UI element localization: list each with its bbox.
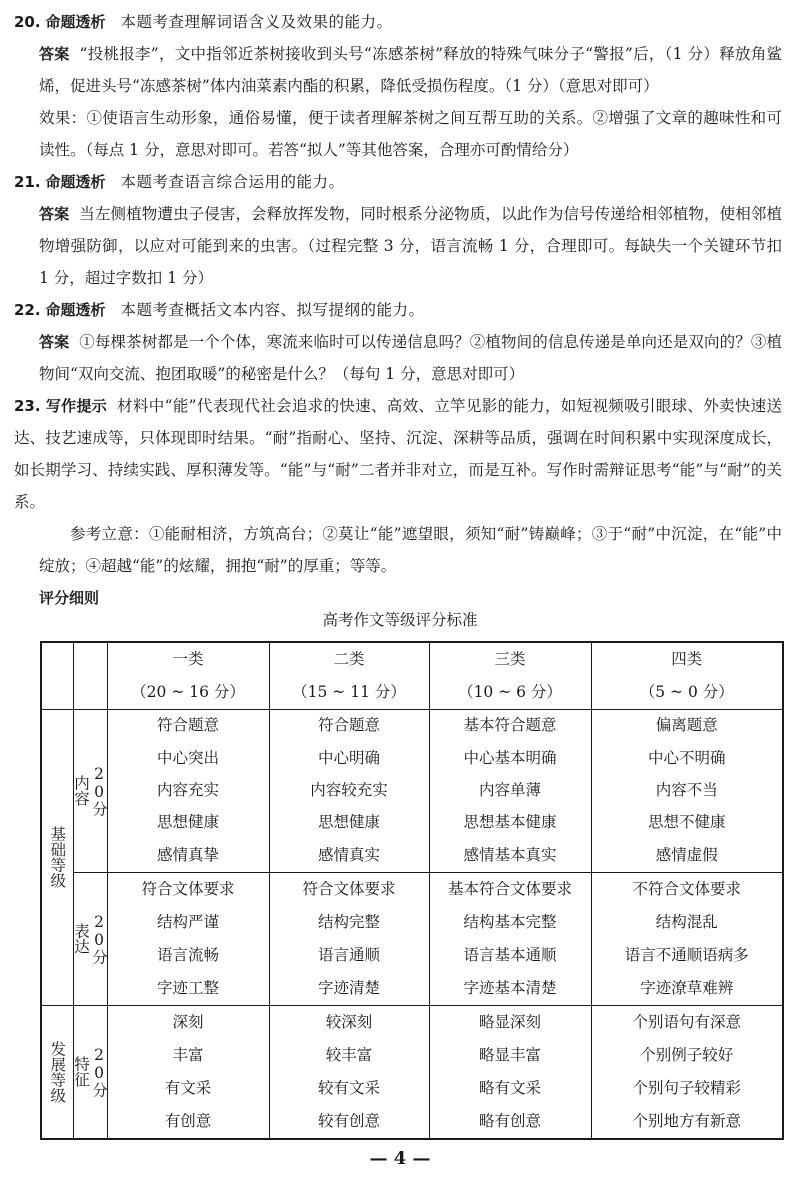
basic-level-cell: 基础等级 xyxy=(41,709,73,1005)
reference-ideas: 参考立意：①能耐相济，方筑高台；②莫让“能”遮望眼，须知“耐”铸巅峰；③于“耐”中沉淀，在“能”中绽放；④超越“能”的炫耀，拥抱“耐”的厚重；等等。 xyxy=(39,525,782,575)
analysis-text: 本题考查概括文本内容、拟写提纲的能力。 xyxy=(120,301,425,319)
question-number: 20. xyxy=(14,13,41,31)
header-cell: 二类 （15 ~ 11 分） xyxy=(269,642,429,709)
features-cell: 个别语句有深意 个别例子较好 个别句子较精彩 个别地方有新意 xyxy=(591,1005,783,1139)
analysis-text: 本题考查理解词语含义及效果的能力。 xyxy=(120,13,393,31)
corner-cell xyxy=(41,642,73,709)
rubric-label: 评分细则 xyxy=(39,589,100,607)
answer-effect-text: 效果：①使语言生动形象，通俗易懂，便于读者理解茶树之间互帮互助的关系。②增强了文章的趣味性和可读性。（每点 1 分，意思对即可。若答“拟人”等其他答案，合理亦可酌情给分） xyxy=(39,109,782,159)
header-cell: 四类 （5 ~ 0 分） xyxy=(591,642,783,709)
grading-table xyxy=(40,641,784,1140)
features-cell: 较深刻 较丰富 较有文采 较有创意 xyxy=(269,1005,429,1139)
content-cell: 符合题意 中心明确 内容较充实 思想健康 感情真实 xyxy=(269,709,429,872)
expression-cell: 符合文体要求 结构完整 语言通顺 字迹清楚 xyxy=(269,872,429,1005)
features-cell: 深刻 丰富 有文采 有创意 xyxy=(107,1005,269,1139)
answer-label: 答案 xyxy=(39,205,70,223)
content-cell: 基本符合题意 中心基本明确 内容单薄 思想基本健康 感情基本真实 xyxy=(429,709,591,872)
analysis-text: 本题考查语言综合运用的能力。 xyxy=(120,173,345,191)
answer-text: ①每棵茶树都是一个个体，寒流来临时可以传递信息吗？②植物间的信息传递是单向还是双向的？③植物间“双向交流、抱团取暖”的秘密是什么？（每句 1 分，意思对即可） xyxy=(39,333,782,383)
answer-label: 答案 xyxy=(39,333,70,351)
features-row xyxy=(41,1005,783,1139)
dev-level-cell: 发展等级 xyxy=(41,1005,73,1139)
table-title: 高考作文等级评分标准 xyxy=(322,611,478,629)
features-cell: 略显深刻 略显丰富 略有文采 略有创意 xyxy=(429,1005,591,1139)
page-number: — 4 — xyxy=(369,1148,431,1169)
question-number: 21. xyxy=(14,173,41,191)
corner-cell xyxy=(73,642,107,709)
question-23 xyxy=(14,390,782,614)
table-header-row xyxy=(41,642,783,709)
answer-label: 答案 xyxy=(39,45,70,63)
question-22 xyxy=(14,294,782,390)
answer-text: “投桃报李”，文中指邻近茶树接收到头号“冻感茶树”释放的特殊气味分子“警报”后，（1 分）释放角鲨烯，促进头号“冻感茶树”体内油菜素内酯的积累，降低受损伤程度。（1 分）（意思对即可） xyxy=(39,45,782,95)
question-number: 23. xyxy=(14,397,41,415)
expression-label-cell: 表达 20分 xyxy=(73,872,107,1005)
features-label-cell: 特征 20分 xyxy=(73,1005,107,1139)
writing-tip-label: 写作提示 xyxy=(45,397,108,415)
header-cell: 三类 （10 ~ 6 分） xyxy=(429,642,591,709)
writing-tip-text: 材料中“能”代表现代社会追求的快速、高效、立竿见影的能力，如短视频吸引眼球、外卖快速送达、技艺速成等，只体现即时结果。“耐”指耐心、坚持、沉淀、深耕等品质，强调在时间积累中实现深度成长，如长期学习、持续实践、厚积薄发等。“能”与“耐”二者并非对立，而是互补。写作时需辩证思考“能”与“耐”的关系。 xyxy=(14,397,782,511)
analysis-label: 命题透析 xyxy=(45,301,106,319)
expression-cell: 基本符合文体要求 结构基本完整 语言基本通顺 字迹基本清楚 xyxy=(429,872,591,1005)
question-number: 22. xyxy=(14,301,41,319)
content-label-cell: 内容 20分 xyxy=(73,709,107,872)
analysis-label: 命题透析 xyxy=(45,173,106,191)
header-cell: 一类 （20 ~ 16 分） xyxy=(107,642,269,709)
expression-cell: 不符合文体要求 结构混乱 语言不通顺语病多 字迹潦草难辨 xyxy=(591,872,783,1005)
question-21 xyxy=(14,166,782,294)
expression-row xyxy=(41,872,783,1005)
question-20 xyxy=(14,6,782,166)
content-cell: 偏离题意 中心不明确 内容不当 思想不健康 感情虚假 xyxy=(591,709,783,872)
analysis-label: 命题透析 xyxy=(45,13,106,31)
content-cell: 符合题意 中心突出 内容充实 思想健康 感情真挚 xyxy=(107,709,269,872)
content-row xyxy=(41,709,783,872)
expression-cell: 符合文体要求 结构严谨 语言流畅 字迹工整 xyxy=(107,872,269,1005)
answer-text: 当左侧植物遭虫子侵害，会释放挥发物，同时根系分泌物质，以此作为信号传递给相邻植物，使相邻植物增强防御，以应对可能到来的虫害。（过程完整 3 分，语言流畅 1 分，合理即可。每缺失一个关键环节扣 1 分，超过字数扣 1 分） xyxy=(39,205,782,287)
